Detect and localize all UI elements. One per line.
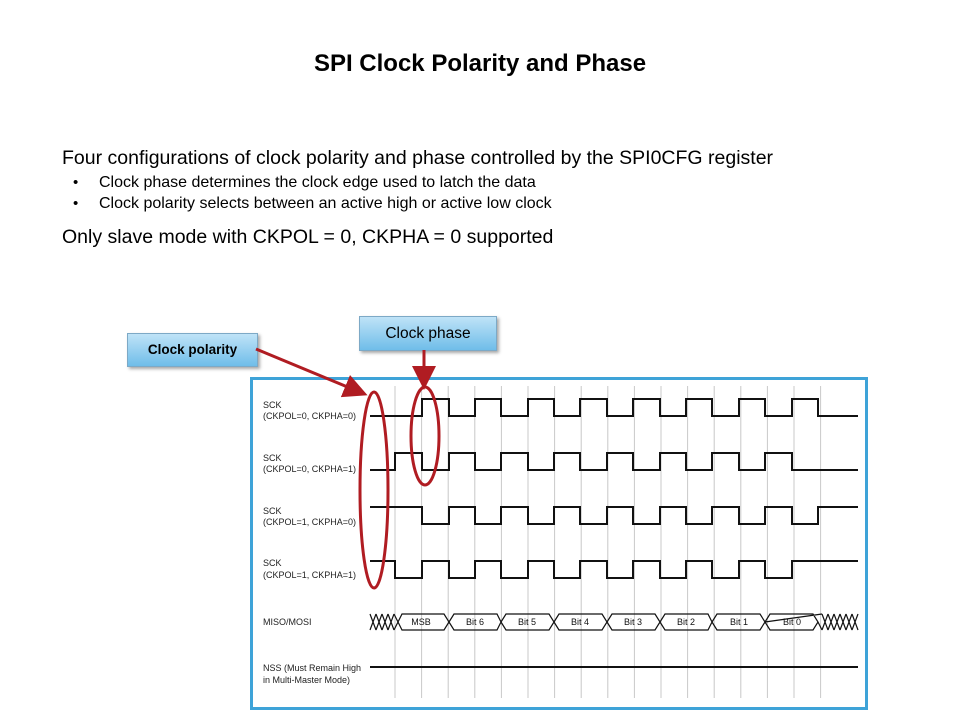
signal-config: (CKPOL=0, CKPHA=1) [263,464,357,474]
signal-label: SCK [263,453,282,463]
data-bit-label: Bit 4 [570,617,590,627]
signal-label: SCK [263,400,282,410]
nss-label-line1: NSS (Must Remain High [263,663,362,673]
polarity-arrow [256,349,362,393]
data-bit-label: MSB [411,617,431,627]
timing-gridlines [395,386,821,698]
signal-label: SCK [263,558,282,568]
data-line-label: MISO/MOSI [263,617,312,627]
signal-config: (CKPOL=1, CKPHA=0) [263,517,357,527]
polarity-highlight-ellipse [360,392,388,588]
signal-label: SCK [263,506,282,516]
data-bit-label: Bit 6 [465,617,485,627]
bullet-text: Clock polarity selects between an active high or active low clock [99,195,552,212]
signal-config: (CKPOL=1, CKPHA=1) [263,570,357,580]
clock-phase-callout: Clock phase [359,316,497,351]
signal-config: (CKPOL=0, CKPHA=0) [263,411,357,421]
nss-label-line2: in Multi-Master Mode) [263,675,351,685]
data-bit-label: Bit 5 [517,617,537,627]
bullet-icon: • [73,195,79,212]
intro-text: Four configurations of clock polarity and phase controlled by the SPI0CFG register [62,147,774,169]
data-bit-label: Bit 3 [623,617,643,627]
note-text: Only slave mode with CKPOL = 0, CKPHA = 0 supported [62,226,554,248]
slide-title: SPI Clock Polarity and Phase [313,50,647,77]
sck-waveform-cpol1-cpha1 [370,561,858,578]
data-bus-hatch-start [370,614,394,630]
sck-waveform-cpol0-cpha1 [370,453,858,470]
data-bit-label: Bit 1 [729,617,749,627]
bullet-text: Clock phase determines the clock edge used to latch the data [99,174,536,191]
data-bit-label: Bit 2 [676,617,696,627]
data-bit-label: Bit 0 [782,617,802,627]
sck-waveform-cpol1-cpha0 [370,507,858,524]
bullet-icon: • [73,174,79,191]
data-bus-hatch-end [822,614,858,630]
sck-waveform-cpol0-cpha0 [370,399,858,416]
clock-polarity-callout: Clock polarity [127,333,258,367]
